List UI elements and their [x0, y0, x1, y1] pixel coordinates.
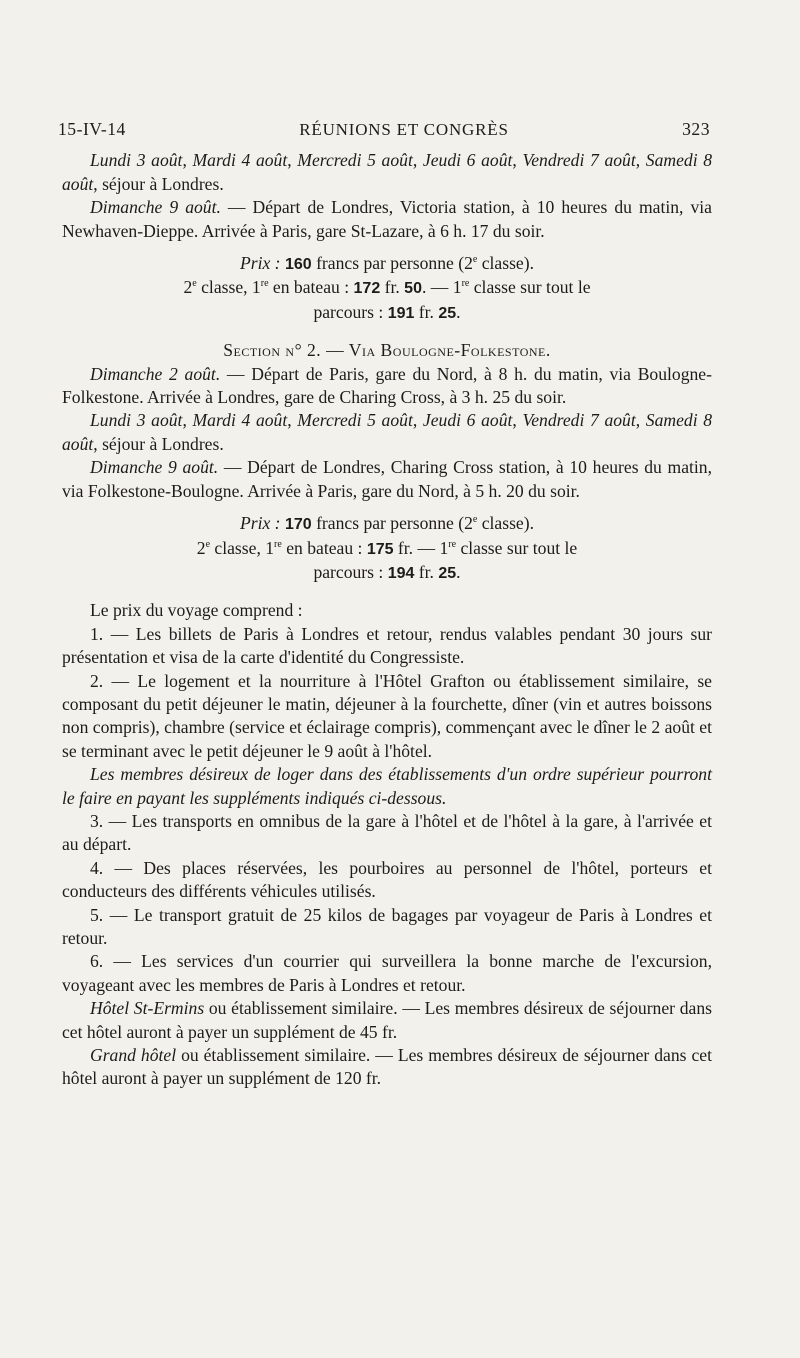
dep-text: — Départ de Londres, Victoria station, à 10 heures du matin, via Newhaven-Dieppe. Arrivée à Paris, gare St-Lazare, à 6 h. 17 du soir. [62, 197, 712, 241]
item-4: 4. — Des places réservées, les pourboires au personnel de l'hôtel, porteurs et conducteurs des différents véhicules utilisés. [62, 857, 712, 902]
price-value: 191 [387, 304, 415, 322]
s2-departure-paragraph [62, 456, 712, 503]
sup: e [192, 278, 197, 290]
s2-price-line [62, 512, 712, 536]
sup: re [448, 538, 457, 550]
s1-price-line [62, 252, 712, 276]
prix-text: francs par personne (2 [316, 513, 473, 534]
header-title: RÉUNIONS ET CONGRÈS [299, 120, 509, 139]
item-3: 3. — Les transports en omnibus de la gare à l'hôtel et de l'hôtel à la gare, à l'arrivée et au départ. [62, 810, 712, 855]
price-value: 172 [353, 280, 381, 298]
prix-label: Prix : [239, 513, 281, 534]
sup: re [274, 538, 282, 550]
t: 2 [196, 537, 206, 558]
prix-label: Prix : [239, 253, 281, 274]
running-header [58, 118, 710, 141]
sup: e [472, 514, 478, 526]
t: en bateau : [281, 537, 367, 558]
item-5: 5. — Le transport gratuit de 25 kilos de bagages par voyageur de Paris à Londres et retour. [62, 904, 712, 948]
day-mardi: Mardi 4 août [192, 410, 288, 431]
hotel-text: ou établissement similaire. — Les membres désireux de séjourner dans cet hôtel auront à payer un supplément de 45 fr. [62, 998, 712, 1042]
day-samedi: Samedi 8 août [62, 410, 713, 454]
dep-label: Dimanche 9 août. [90, 197, 221, 218]
price-value: 50 [404, 280, 422, 298]
hotel-label: Hôtel St-Ermins [90, 998, 205, 1019]
hotel-text: ou établissement similaire. — Les membres désireux de séjourner dans cet hôtel auront à payer un supplément de 120 fr. [62, 1045, 712, 1089]
dep-label: Dimanche 9 août. [90, 457, 219, 478]
t: classe sur tout le [456, 537, 578, 558]
day-vendredi: Vendredi 7 août [522, 150, 636, 171]
t: classe sur tout le [469, 277, 591, 298]
t: . — 1 [421, 277, 462, 298]
t: fr. — 1 [393, 537, 449, 558]
s2-price-line3 [62, 561, 712, 585]
day-lundi: Lundi 3 août [90, 150, 183, 171]
day-mercredi: Mercredi 5 août [297, 410, 413, 431]
prix-text: francs par personne (2 [316, 253, 473, 274]
t: parcours : [313, 561, 388, 582]
note-superior-hotels [62, 763, 712, 810]
day-samedi: Samedi 8 août [62, 150, 713, 194]
comprend-intro: Le prix du voyage comprend : [90, 600, 303, 621]
t: classe, 1 [210, 537, 275, 558]
t: parcours : [313, 301, 388, 322]
section-2-heading: Section n° 2. — Via Boulogne-Folkestone. [223, 340, 551, 361]
price-value: 194 [387, 564, 415, 582]
price-value: 25 [438, 304, 457, 322]
grand-hotel [62, 1044, 712, 1091]
arr-text: — Départ de Paris, gare du Nord, à 8 h. du matin, via Boulogne-Folkestone. Arrivée à Londres, gare de Charing Cross, à 3 h. 25 du soir. [62, 363, 712, 408]
dep-text: — Départ de Londres, Charing Cross station, à 10 heures du matin, via Folkestone-Boulogne. Arrivée à Paris, gare du Nord, à 5 h. 20 du soir. [62, 457, 712, 501]
day-vendredi: Vendredi 7 août [522, 410, 636, 431]
t: . [456, 301, 461, 322]
t: 2 [183, 277, 193, 298]
s2-arrival-paragraph [62, 363, 712, 410]
day-mardi: Mardi 4 août [192, 150, 288, 171]
hotel-st-ermins [62, 997, 712, 1044]
sup: e [205, 538, 211, 550]
t: fr. [414, 301, 439, 322]
page-body [58, 118, 713, 1091]
days-tail: , séjour à Londres. [93, 433, 224, 454]
days-tail: , séjour à Londres. [93, 173, 224, 194]
page-number: 323 [682, 119, 710, 139]
t: . [456, 561, 461, 582]
s1-departure-paragraph [62, 196, 712, 243]
t: fr. [414, 561, 439, 582]
item-6: 6. — Les services d'un courrier qui surveillera la bonne marche de l'excursion, voyageant avec les membres de Paris à Londres et retour. [62, 951, 712, 995]
note-text: Les membres désireux de loger dans des établissements d'un ordre supérieur pourront le faire en payant les suppléments indiqués ci-dessous. [62, 764, 712, 808]
price-value: 25 [438, 564, 457, 582]
day-lundi: Lundi 3 août [90, 410, 183, 431]
sup: re [461, 278, 470, 290]
t: en bateau : [268, 277, 354, 298]
item-2: 2. — Le logement et la nourriture à l'Hôtel Grafton ou établissement similaire, se composant du petit déjeuner le matin, déjeuner à la fourchette, dîner (vin et autres boissons non compris), chambre (service et éclairage compris), commençant avec le dîner le 2 août et se terminant avec le petit déjeuner le 9 août à l'hôtel. [62, 670, 712, 761]
s2-days-paragraph: Lundi 3 août, Mardi 4 août, Mercredi 5 août, Jeudi 6 août, Vendredi 7 août, Samedi 8 août, séjour à Londres. [62, 410, 713, 454]
s2-price-line2 [62, 537, 712, 561]
price-value: 175 [366, 540, 394, 558]
prix-end: classe). [477, 253, 534, 274]
prix-value: 160 [284, 256, 312, 274]
sup: e [472, 254, 478, 266]
hotel-label: Grand hôtel [90, 1045, 177, 1066]
header-date: 15-IV-14 [58, 119, 126, 139]
t: fr. [380, 277, 405, 298]
t: classe, 1 [196, 277, 261, 298]
s1-price-line3 [62, 301, 712, 325]
s1-price-line2 [62, 276, 712, 300]
day-jeudi: Jeudi 6 août [422, 410, 513, 431]
arr-label: Dimanche 2 août. [90, 363, 221, 384]
prix-end: classe). [477, 513, 534, 534]
s1-days-paragraph: Lundi 3 août, Mardi 4 août, Mercredi 5 août, Jeudi 6 août, Vendredi 7 août, Samedi 8 août, séjour à Londres. [62, 150, 713, 194]
day-mercredi: Mercredi 5 août [297, 150, 413, 171]
day-jeudi: Jeudi 6 août [422, 150, 513, 171]
sup: re [260, 278, 269, 290]
prix-value: 170 [284, 516, 312, 534]
item-1: 1. — Les billets de Paris à Londres et retour, rendus valables pendant 30 jours sur présentation et visa de la carte d'identité du Congressiste. [62, 623, 712, 668]
